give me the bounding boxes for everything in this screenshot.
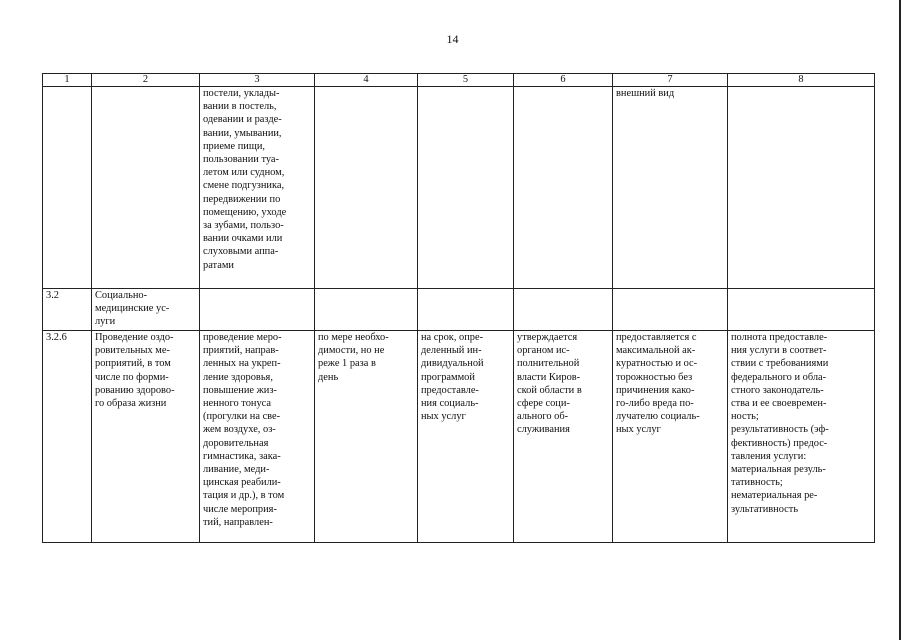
table-cell [418,87,514,289]
table-cell: постели, уклады- вании в постель, одевании и разде- вании, умывании, приеме пищи, пользовании туа- летом или судном, смене подгузника, передвижении по помещению, уходе за зубами, пользо- вании очками или слуховыми аппа- ратами [200,87,315,289]
table-cell [514,87,613,289]
table-cell [315,87,418,289]
table-cell: 3.2 [43,289,92,331]
table-row [43,87,875,289]
column-header-5: 5 [418,74,514,87]
table-cell: внешний вид [613,87,728,289]
table-cell: утверждается органом ис- полнительной власти Киров- ской области в сфере соци- ального об- служивания [514,331,613,543]
table-cell: на срок, опре- деленный ин- дивидуальной программой предоставле- ния социаль- ных услуг [418,331,514,543]
table-cell [418,289,514,331]
table-cell: 3.2.6 [43,331,92,543]
column-header-8: 8 [728,74,875,87]
services-table [42,73,875,543]
table-cell [92,87,200,289]
table-cell [728,289,875,331]
column-header-4: 4 [315,74,418,87]
column-header-1: 1 [43,74,92,87]
column-header-3: 3 [200,74,315,87]
table-cell: Социально- медицинские ус- луги [92,289,200,331]
table-row [43,331,875,543]
table-cell [613,289,728,331]
header-row [43,74,875,87]
table-cell: проведение меро- приятий, направ- ленных на укреп- ление здоровья, повышение жиз- ненного тонуса (прогулки на све- жем воздухе, оз- доровительная гимнастика, зака- ливание, меди- цинская реабили- тация и др.), в том числе мероприя- тий, направлен- [200,331,315,543]
table-cell [514,289,613,331]
column-header-7: 7 [613,74,728,87]
table-cell: полнота предоставле- ния услуги в соответ- ствии с требованиями федерального и обла- стного законодатель- ства и ее своевремен- ность; результативность (эф- фективность) предос- тавления услуги: материальная резуль- тативность; нематериальная ре- зультативность [728,331,875,543]
table-cell: по мере необхо- димости, но не реже 1 раза в день [315,331,418,543]
table-cell: Проведение оздо- ровительных ме- роприятий, в том числе по форми- рованию здорово- го образа жизни [92,331,200,543]
column-header-2: 2 [92,74,200,87]
table-cell [315,289,418,331]
table-cell: предоставляется с максимальной ак- куратностью и ос- торожностью без причинения како- го-либо вреда по- лучателю социаль- ных услуг [613,331,728,543]
table-cell [728,87,875,289]
page-number: 14 [446,32,459,46]
page-edge-line [899,0,901,640]
table-cell [200,289,315,331]
table-cell [43,87,92,289]
column-header-6: 6 [514,74,613,87]
table-row [43,289,875,331]
